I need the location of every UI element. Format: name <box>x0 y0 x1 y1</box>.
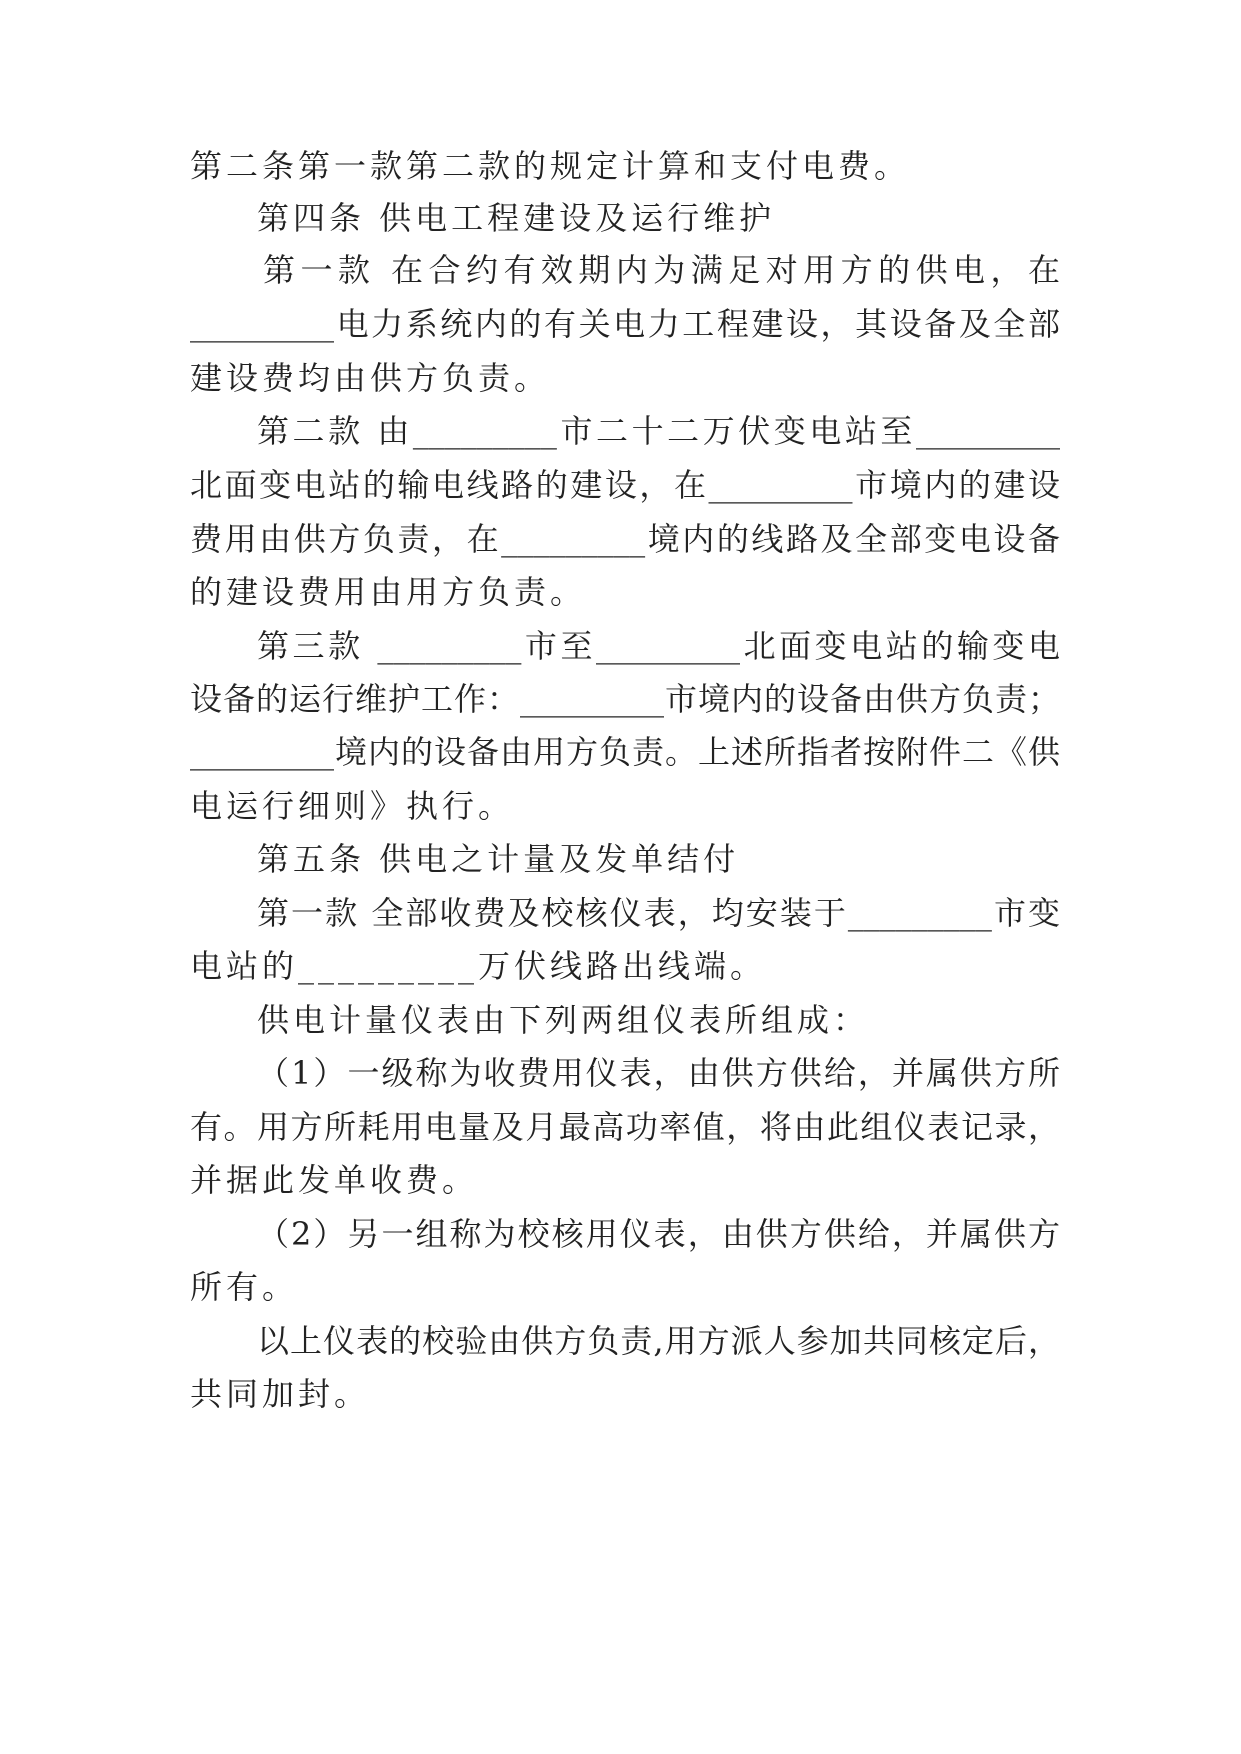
text-line: 费用由供方负责，在_________境内的线路及全部变电设备 <box>190 520 1060 558</box>
text-line: 共同加封。 <box>190 1375 371 1413</box>
text-line: 所有。 <box>190 1268 299 1306</box>
text-line: 并据此发单收费。 <box>190 1161 479 1199</box>
text-line: （1）一级称为收费用仪表，由供方供给，并属供方所 <box>257 1054 1060 1092</box>
text-line: 建设费均由供方负责。 <box>190 359 551 397</box>
text-line: 第二条第一款第二款的规定计算和支付电费。 <box>190 147 911 185</box>
section-heading: 第五条 供电之计量及发单结付 <box>257 840 740 878</box>
text-line: 第三款 _________市至_________北面变电站的输变电 <box>257 627 1060 665</box>
text-line: 第一款 在合约有效期内为满足对用方的供电，在 <box>263 251 1060 289</box>
text-line: 有。用方所耗用电量及月最高功率值，将由此组仪表记录， <box>190 1108 1060 1146</box>
section-heading: 第四条 供电工程建设及运行维护 <box>257 199 776 237</box>
text-line: 电运行细则》执行。 <box>190 787 515 825</box>
text-line: 第一款 全部收费及校核仪表，均安装于_________市变 <box>257 894 1060 932</box>
text-line: _________境内的设备由用方负责。上述所指者按附件二《供 <box>190 733 1060 771</box>
text-line: 以上仪表的校验由供方负责,用方派人参加共同核定后， <box>257 1322 1060 1360</box>
text-line: 北面变电站的输电线路的建设，在_________市境内的建设 <box>190 466 1060 504</box>
text-line: 供电计量仪表由下列两组仪表所组成： <box>257 1001 870 1039</box>
text-line: 电站的_________万伏线路出线端。 <box>190 947 767 985</box>
text-line: _________电力系统内的有关电力工程建设，其设备及全部 <box>190 305 1060 343</box>
text-line: （2）另一组称为校核用仪表，由供方供给，并属供方 <box>257 1215 1060 1253</box>
text-line: 设备的运行维护工作：_________市境内的设备由供方负责； <box>190 680 1060 718</box>
text-line: 的建设费用由用方负责。 <box>190 573 587 611</box>
text-line: 第二款 由_________市二十二万伏变电站至_________ <box>257 412 1060 450</box>
